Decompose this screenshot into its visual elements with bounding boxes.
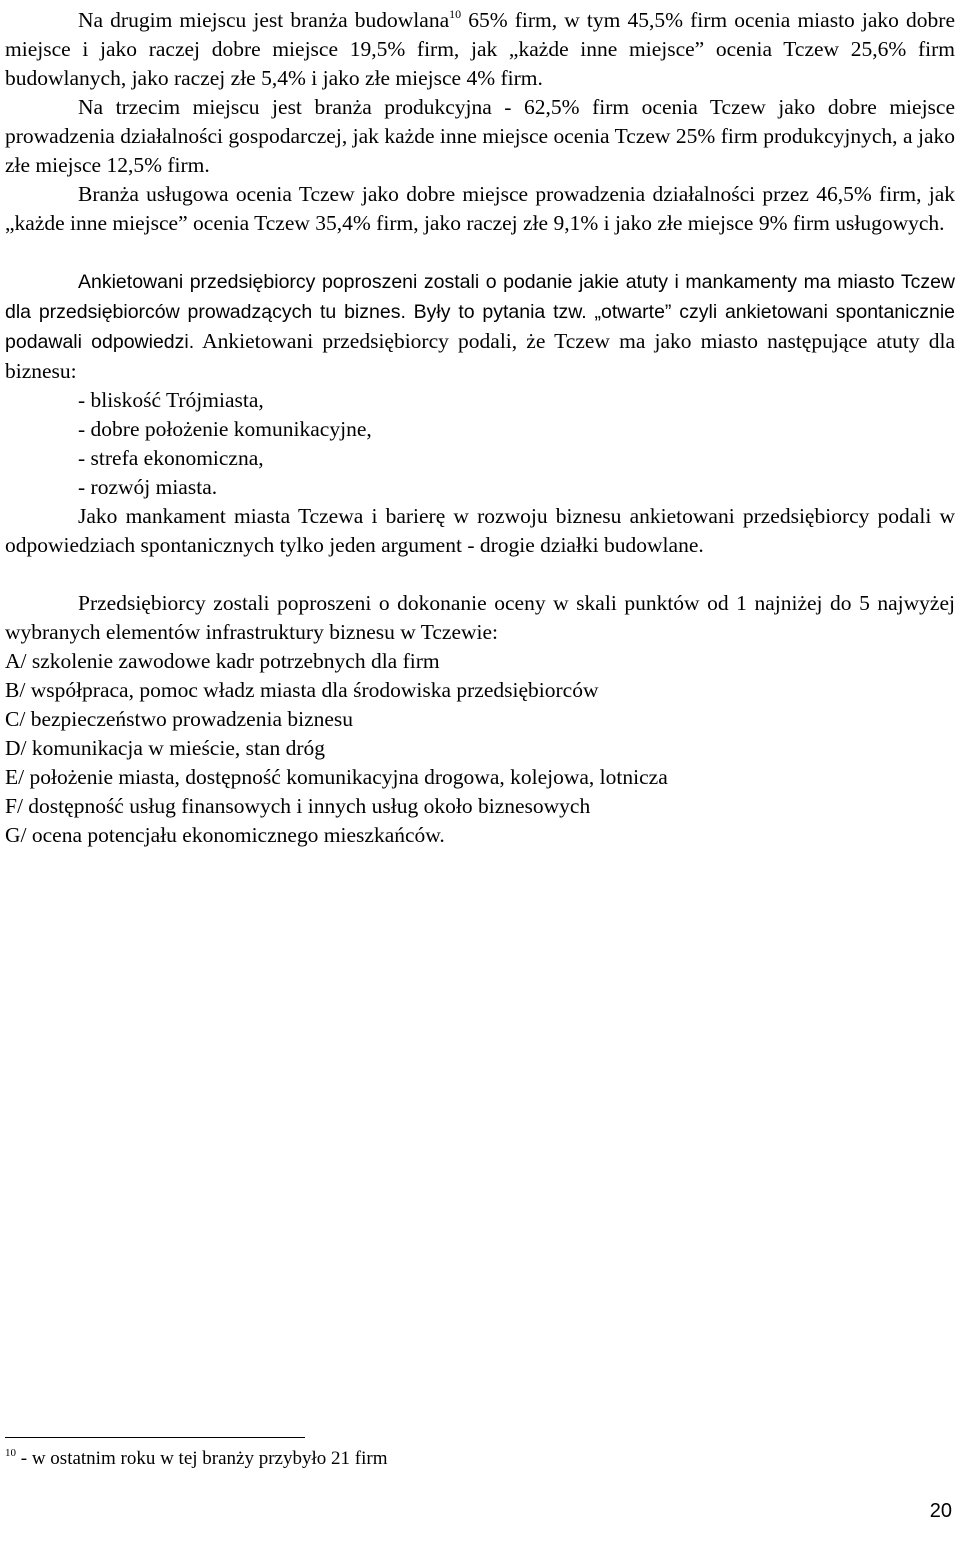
list-item: F/ dostępność usług finansowych i innych usług około biznesowych — [5, 794, 591, 818]
list-item: D/ komunikacja w mieście, stan dróg — [5, 736, 326, 760]
list-item: - bliskość Trójmiasta, — [78, 388, 264, 412]
list-item: A/ szkolenie zawodowe kadr potrzebnych dla firm — [5, 649, 440, 673]
paragraph-rating-request — [5, 589, 955, 647]
infrastructure-elements-list — [5, 647, 955, 850]
paragraph-spacer — [5, 238, 955, 267]
paragraph-text: 65% firm, w tym 45,5% firm ocenia miasto jako dobre miejsce i jako raczej dobre miejsce 19,5% firm, jak „każde inne miejsce” ocenia Tczew 25,6% firm budowlanych, jako raczej złe 5,4% i jako złe miejsce 4% firm. — [5, 8, 955, 90]
list-item: B/ współpraca, pomoc władz miasta dla środowiska przedsiębiorców — [5, 678, 599, 702]
paragraph-text: Na drugim miejscu jest branża budowlana — [78, 8, 450, 32]
footnote-reference[interactable]: 10 — [449, 7, 462, 21]
paragraph-text: Branża usługowa ocenia Tczew jako dobre miejsce prowadzenia działalności przez 46,5% firm, jak „każde inne miejsce” ocenia Tczew 35,4% firm, jako raczej złe 9,1% i jako złe miejsce 9% firm usługowych. — [5, 182, 955, 235]
list-item: E/ położenie miasta, dostępność komunikacyjna drogowa, kolejowa, lotnicza — [5, 765, 668, 789]
list-item: - strefa ekonomiczna, — [78, 446, 264, 470]
page-number: 20 — [929, 1500, 952, 1522]
paragraph-assets-question — [5, 267, 955, 386]
list-item: G/ ocena potencjału ekonomicznego mieszkańców. — [5, 823, 445, 847]
paragraph-text: Przedsiębiorcy zostali poproszeni o dokonanie oceny w skali punktów od 1 najniżej do 5 najwyżej wybranych elementów infrastruktury biznesu w Tczewie: — [5, 591, 955, 644]
assets-list — [5, 386, 955, 502]
paragraph-service-industry — [5, 180, 955, 238]
paragraph-text: Na trzecim miejscu jest branża produkcyjna - 62,5% firm ocenia Tczew jako dobre miejsce prowadzenia działalności gospodarczej, jak każde inne miejsce ocenia Tczew 25% firm produkcyjnych, a jako złe miejsce 12,5% firm. — [5, 95, 955, 177]
list-item: - dobre położenie komunikacyjne, — [78, 417, 372, 441]
footnote — [5, 1447, 387, 1471]
footnote-separator — [5, 1437, 305, 1438]
paragraph-text: Ankietowani przedsiębiorcy poproszeni zostali o podanie jakie atuty i mankamenty ma miasto Tczew dla przedsiębiorców prowadzących tu biznes. Były to pytania tzw. „otwarte” czyli ankietowani spontanicznie podawali odpowiedzi. — [5, 271, 955, 353]
footnote-text: - w ostatnim roku w tej branży przybyło 21 firm — [16, 1448, 388, 1469]
paragraph-construction-industry — [5, 6, 955, 93]
list-item: - rozwój miasta. — [78, 475, 218, 499]
footnote-number: 10 — [5, 1447, 16, 1459]
paragraph-text: Jako mankament miasta Tczewa i barierę w rozwoju biznesu ankietowani przedsiębiorcy podali w odpowiedziach spontanicznych tylko jeden argument - drogie działki budowlane. — [5, 504, 955, 557]
paragraph-shortcoming — [5, 502, 955, 560]
paragraph-text: Ankietowani przedsiębiorcy podali, że Tczew ma jako miasto następujące atuty dla biznesu: — [5, 329, 956, 383]
document-body — [5, 6, 955, 850]
paragraph-production-industry — [5, 93, 955, 180]
list-item: C/ bezpieczeństwo prowadzenia biznesu — [5, 707, 354, 731]
paragraph-spacer — [5, 560, 955, 589]
